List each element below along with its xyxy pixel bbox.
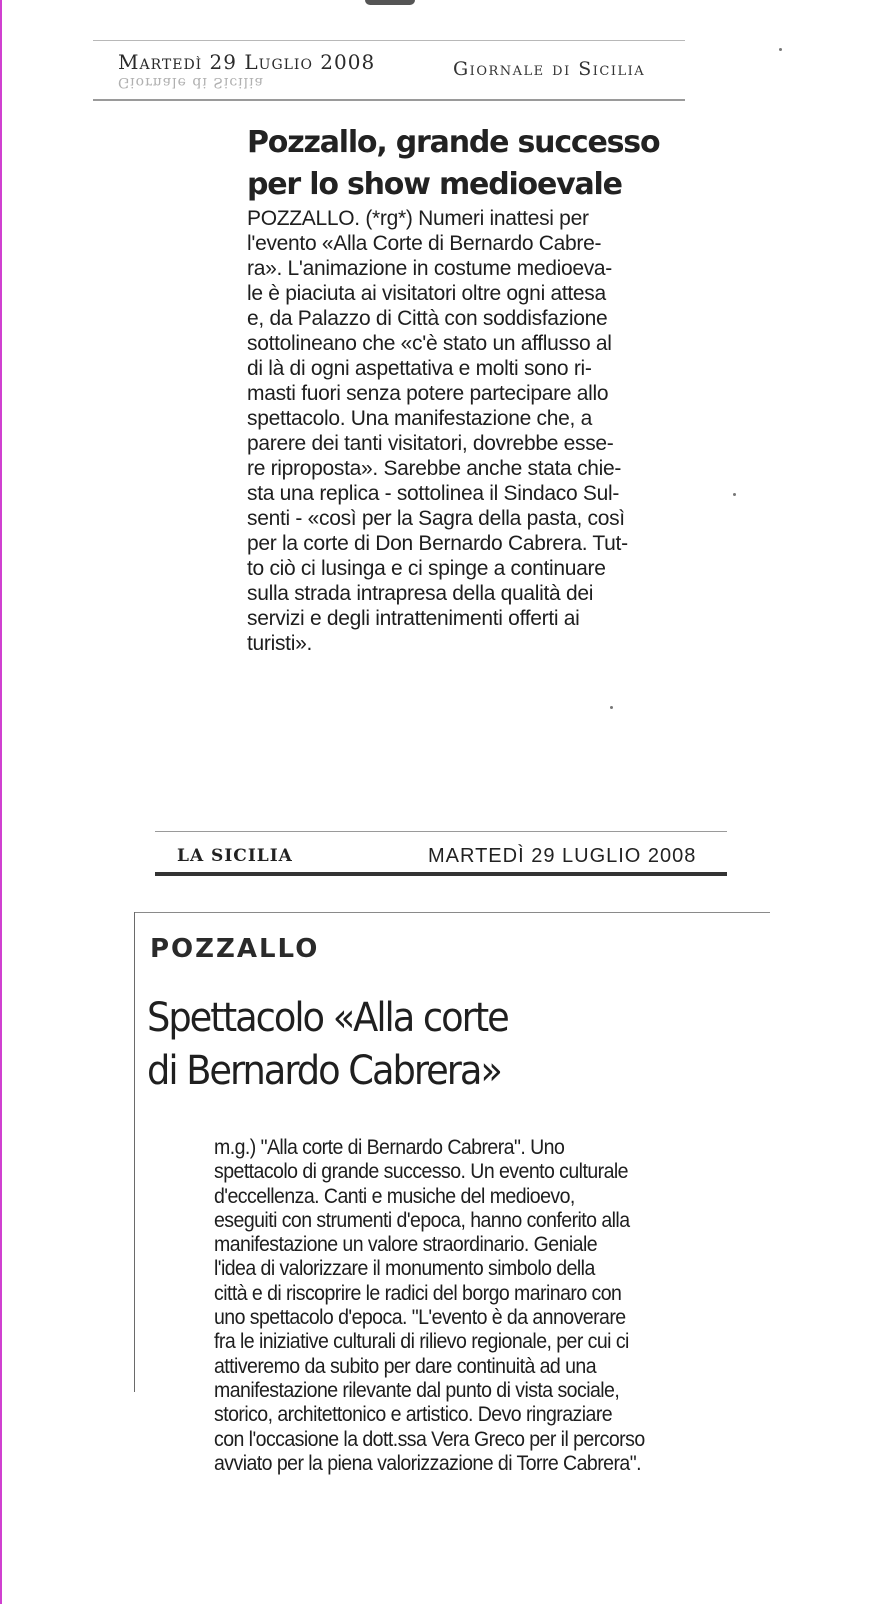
body-line: le è piaciuta ai visitatori oltre ogni attesa <box>247 282 606 305</box>
headline-line: Pozzallo, grande successo <box>247 125 660 160</box>
body-line: sottolineano che «c'è stato un afflusso al <box>247 332 612 355</box>
body-line: l'idea di valorizzare il monumento simbolo della <box>214 1257 595 1281</box>
body-line: per la corte di Don Bernardo Cabrera. Tut- <box>247 532 628 555</box>
body-line: spettacolo. Una manifestazione che, a <box>247 407 592 430</box>
body-line: POZZALLO. (*rg*) Numeri inattesi per <box>247 207 589 230</box>
body-line: parere dei tanti visitatori, dovrebbe esse- <box>247 432 614 455</box>
clipping2-date: MARTEDÌ 29 LUGLIO 2008 <box>428 845 697 867</box>
body-line: con l'occasione la dott.ssa Vera Greco per il percorso <box>214 1427 645 1451</box>
body-line: d'eccellenza. Canti e musiche del medioevo, <box>214 1184 575 1208</box>
scan-speck <box>733 493 736 496</box>
body-line: storico, architettonico e artistico. Devo ringraziare <box>214 1403 613 1427</box>
clipping3-section-label: POZZALLO <box>150 934 320 964</box>
body-line: turisti». <box>247 632 312 655</box>
clipping2-header <box>155 828 727 882</box>
body-line: m.g.) "Alla corte di Bernardo Cabrera". Uno <box>214 1136 565 1159</box>
clipping3-frame-top <box>134 912 770 913</box>
clipping1-date: Martedì 29 Luglio 2008 <box>118 50 376 74</box>
header-rule <box>93 99 685 101</box>
clipping2-newspaper-name: LA SICILIA <box>177 846 293 866</box>
scan-speck <box>610 706 613 709</box>
body-line: manifestazione rilevante dal punto di vista sociale, <box>214 1378 620 1402</box>
headline-line: Spettacolo «Alla corte <box>147 995 508 1041</box>
body-line: to ciò ci lusinga e ci spinge a continuare <box>247 557 606 580</box>
scan-top-notch <box>365 0 415 5</box>
body-line: e, da Palazzo di Città con soddisfazione <box>247 307 608 330</box>
body-line: eseguiti con strumenti d'epoca, hanno conferito alla <box>214 1208 630 1232</box>
header-rule <box>93 40 685 41</box>
body-line: di là di ogni aspettativa e molti sono ri- <box>247 357 592 380</box>
header-rule <box>155 872 727 876</box>
body-line: l'evento «Alla Corte di Bernardo Cabre- <box>247 232 602 255</box>
clipping1-article-body <box>247 206 687 656</box>
body-line: spettacolo di grande successo. Un evento culturale <box>214 1160 628 1184</box>
clipping1-header <box>93 36 685 102</box>
clipping3-article-body <box>214 1136 744 1476</box>
body-line: fra le iniziative culturali di rilievo regionale, per cui ci <box>214 1330 629 1354</box>
headline-line: per lo show medioevale <box>247 167 622 202</box>
body-line: sulla strada intrapresa della qualità dei <box>247 582 594 605</box>
clipping1-newspaper-name: Giornale di Sicilia <box>453 58 646 80</box>
body-line: ra». L'animazione in costume medioeva- <box>247 257 612 280</box>
clipping3-headline <box>147 992 662 1098</box>
header-rule <box>155 831 727 832</box>
body-line: re riproposta». Sarebbe anche stata chie- <box>247 457 622 480</box>
body-line: manifestazione un valore straordinario. Geniale <box>214 1233 598 1257</box>
body-line: uno spettacolo d'epoca. "L'evento è da annoverare <box>214 1306 626 1330</box>
headline-line: di Bernardo Cabrera» <box>147 1048 501 1094</box>
scan-left-border <box>0 0 2 1604</box>
body-line: città e di riscoprire le radici del borgo marinaro con <box>214 1281 622 1305</box>
body-line: servizi e degli intrattenimenti offerti ai <box>247 607 580 630</box>
clipping1-headline <box>247 122 677 206</box>
body-line: avviato per la piena valorizzazione di Torre Cabrera". <box>214 1451 641 1475</box>
scan-speck <box>779 48 782 51</box>
body-line: sta una replica - sottolinea il Sindaco Sul- <box>247 482 620 505</box>
body-line: masti fuori senza potere partecipare allo <box>247 382 609 405</box>
clipping3-frame-left <box>134 912 135 1392</box>
body-line: senti - «così per la Sagra della pasta, così <box>247 507 625 530</box>
body-line: attiveremo da subito per dare continuità ad una <box>214 1354 596 1378</box>
clipping1-bleed-through: Giornale di Sicilia <box>118 74 264 90</box>
